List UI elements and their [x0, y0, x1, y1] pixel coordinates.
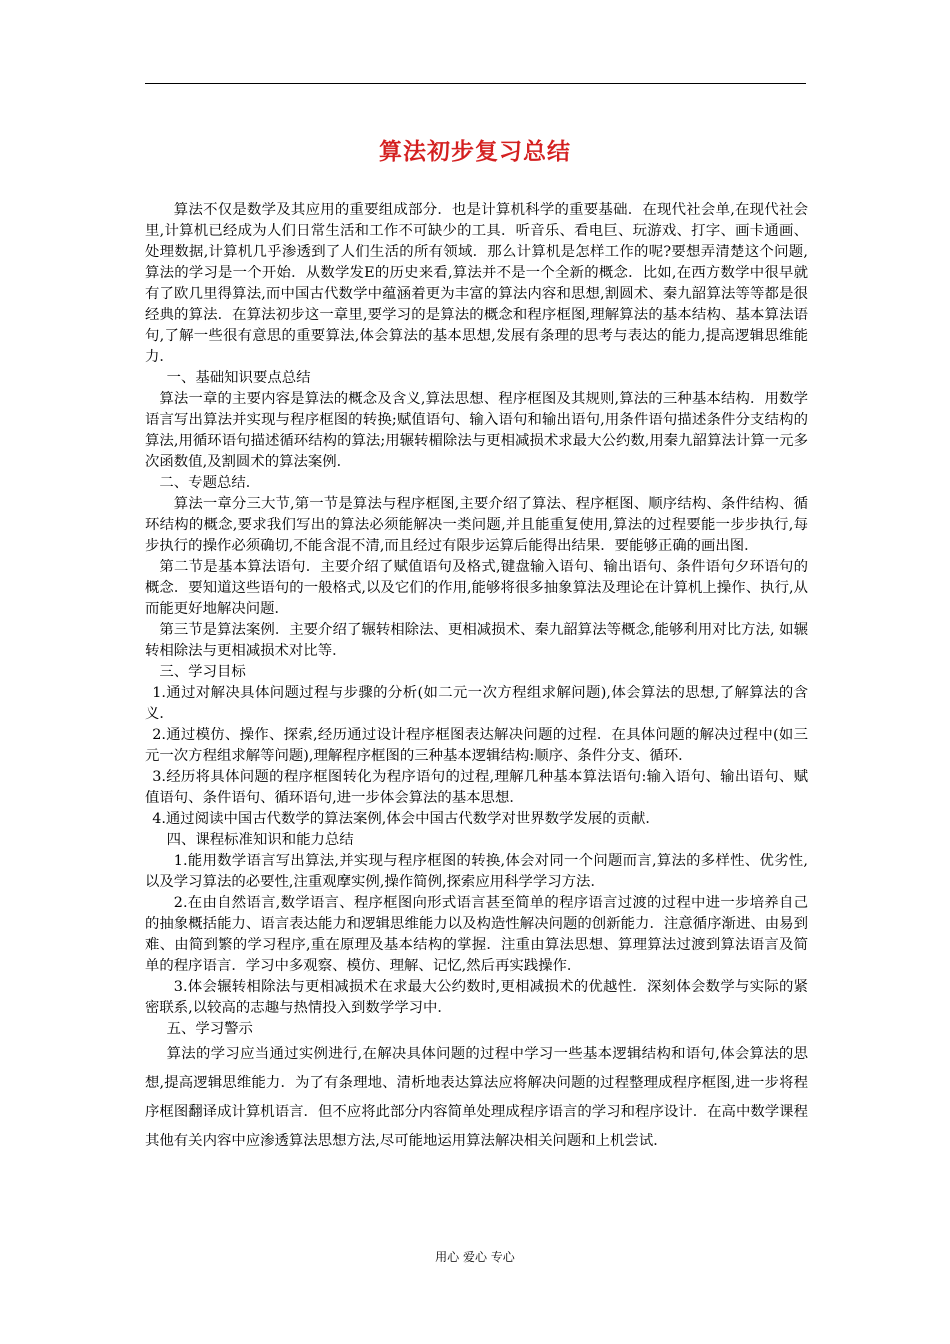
paragraph-basics: 算法一章的主要内容是算法的概念及含义,算法思想、程序框图及其规则,算法的三种基本结构．用数学语言写出算法并实现与程序框图的转换;赋值语句、输入语句和输出语句,用条件语句描述条件分支结构的算法,用循环语句描述循环结构的算法;用辗转楣除法与更相减损术求最大公约数,用秦九韶算法计算一元多次函数值,及割圆术的算法案例．: [145, 391, 808, 470]
document-body: [145, 200, 808, 1156]
document-title: 算法初步复习总结: [379, 139, 571, 165]
paragraph-topic-2: 第二节是基本算法语句．主要介绍了赋值语句及格式,键盘输入语句、输出语句、条件语句夕环语句的概念．要知道这些语句的一般格式,以及它们的作用,能够将很多抽象算法及理论在计算机上操作、执行,从而能更好地解决问题．: [145, 559, 808, 617]
paragraph-warnings: 算法的学习应当通过实例进行,在解决具体问题的过程中学习一些基本逻辑结构和语句,体会算法的思想,提高逻辑思维能力．为了有条理地、清析地表达算法应将解决问题的过程整理成程序框图,进一步将程序框图翻译成计算机语言．但不应将此部分内容简单处理成程序语言的学习和程序设计．在高中数学课程其他有关内容中应渗透算法思想方法,尽可能地运用算法解决相关问题和上机尝试．: [145, 1046, 808, 1149]
goal-item-2: 2.通过模仿、操作、探索,经历通过设计程序框图表达解决问题的过程．在具体问题的解决过程中(如三元一次方程组求解等问题),理解程序框图的三种基本逻辑结构:顺序、条件分支、循环．: [145, 727, 808, 764]
goal-item-4: 4.通过阅读中国古代数学的算法案例,体会中国古代数学对世界数学发展的贡献．: [152, 811, 660, 827]
standard-item-2: 2.在由自然语言,数学语言、程序框图向形式语言甚至简单的程序语言过渡的过程中进一步培养自己的抽象概括能力、语言表达能力和逻辑思维能力以及构造性解决问题的创新能力．注意循序渐进、由易到难、由简到繁的学习程序,重在原理及基本结构的掌握．注重由算法思想、算理算法过渡到算法语言及简单的程序语言．学习中多观察、模仿、理解、记忆,然后再实践操作．: [145, 895, 808, 974]
standard-item-3: 3.体会辗转相除法与更相减损术在求最大公约数时,更相减损术的优越性．深刻体会数学与实际的紧密联系,以较高的志趣与热情投入到数学学习中．: [145, 979, 808, 1016]
section-heading-basics: 一、基础知识要点总结: [166, 370, 311, 386]
page-footer: 用心 爱心 专心: [435, 1250, 515, 1264]
paragraph-intro: 算法不仅是数学及其应用的重要组成部分．也是计算机科学的重要基础．在现代社会单,在现代社会里,计算机已经成为人们日常生活和工作不可缺少的工具．听音乐、看电巨、玩游戏、打字、画卡通画、处理数据,计算机几乎渗透到了人们生活的所有领域．那么计算机是怎样工作的呢?要想弄清楚这个问题,算法的学习是一个开始．从数学发E的历史来看,算法并不是一个全新的概念．比如,在西方数学中很早就有了欧几里得算法,而中国古代数学中蕴涵着更为丰富的算法内容和思想,割圆术、秦九韶算法等等都是很经典的算法．在算法初步这一章里,要学习的是算法的概念和程序框图,理解算法的基本结构、基本算法语句,了解一些很有意思的重要算法,体会算法的基本思想,发展有条理的思考与表达的能力,提高逻辑思维能力．: [145, 202, 808, 365]
paragraph-topic-3: 第三节是算法案例．主要介绍了辗转相除法、更相减损术、秦九韶算法等概念,能够利用对比方法, 如辗转相除法与更相减损术对比等．: [145, 622, 808, 659]
standard-item-1: 1.能用数学语言写出算法,并实现与程序框图的转换,体会对同一个问题而言,算法的多样性、优劣性,以及学习算法的必要性,注重观摩实例,操作简例,探索应用科学学习方法．: [145, 853, 808, 890]
header-rule: [145, 83, 806, 84]
goal-item-3: 3.经历将具体问题的程序框图转化为程序语句的过程,理解几种基本算法语句:输入语句、输出语句、赋值语句、条件语句、循环语句,进一步体会算法的基本思想．: [145, 769, 808, 806]
paragraph-topic-1: 算法一章分三大节,第一节是算法与程序框图,主要介绍了算法、程序框图、顺序结构、条件结构、循环结构的概念,要求我们写出的算法必须能解决一类问题,并且能重复使用,算法的过程要能一步步执行,每步执行的操作必须确切,不能含混不清,而且经过有限步运算后能得出结果．要能够正确的画出图．: [145, 496, 808, 554]
section-heading-topics: 二、专题总结．: [159, 475, 261, 491]
section-heading-standards: 四、课程标准知识和能力总结: [166, 832, 354, 848]
section-heading-goals: 三、学习目标: [159, 664, 246, 680]
section-heading-warnings: 五、学习警示: [166, 1021, 253, 1037]
goal-item-1: 1.通过对解决具体问题过程与步骤的分析(如二元一次方程组求解问题),体会算法的思想,了解算法的含义．: [145, 685, 808, 722]
